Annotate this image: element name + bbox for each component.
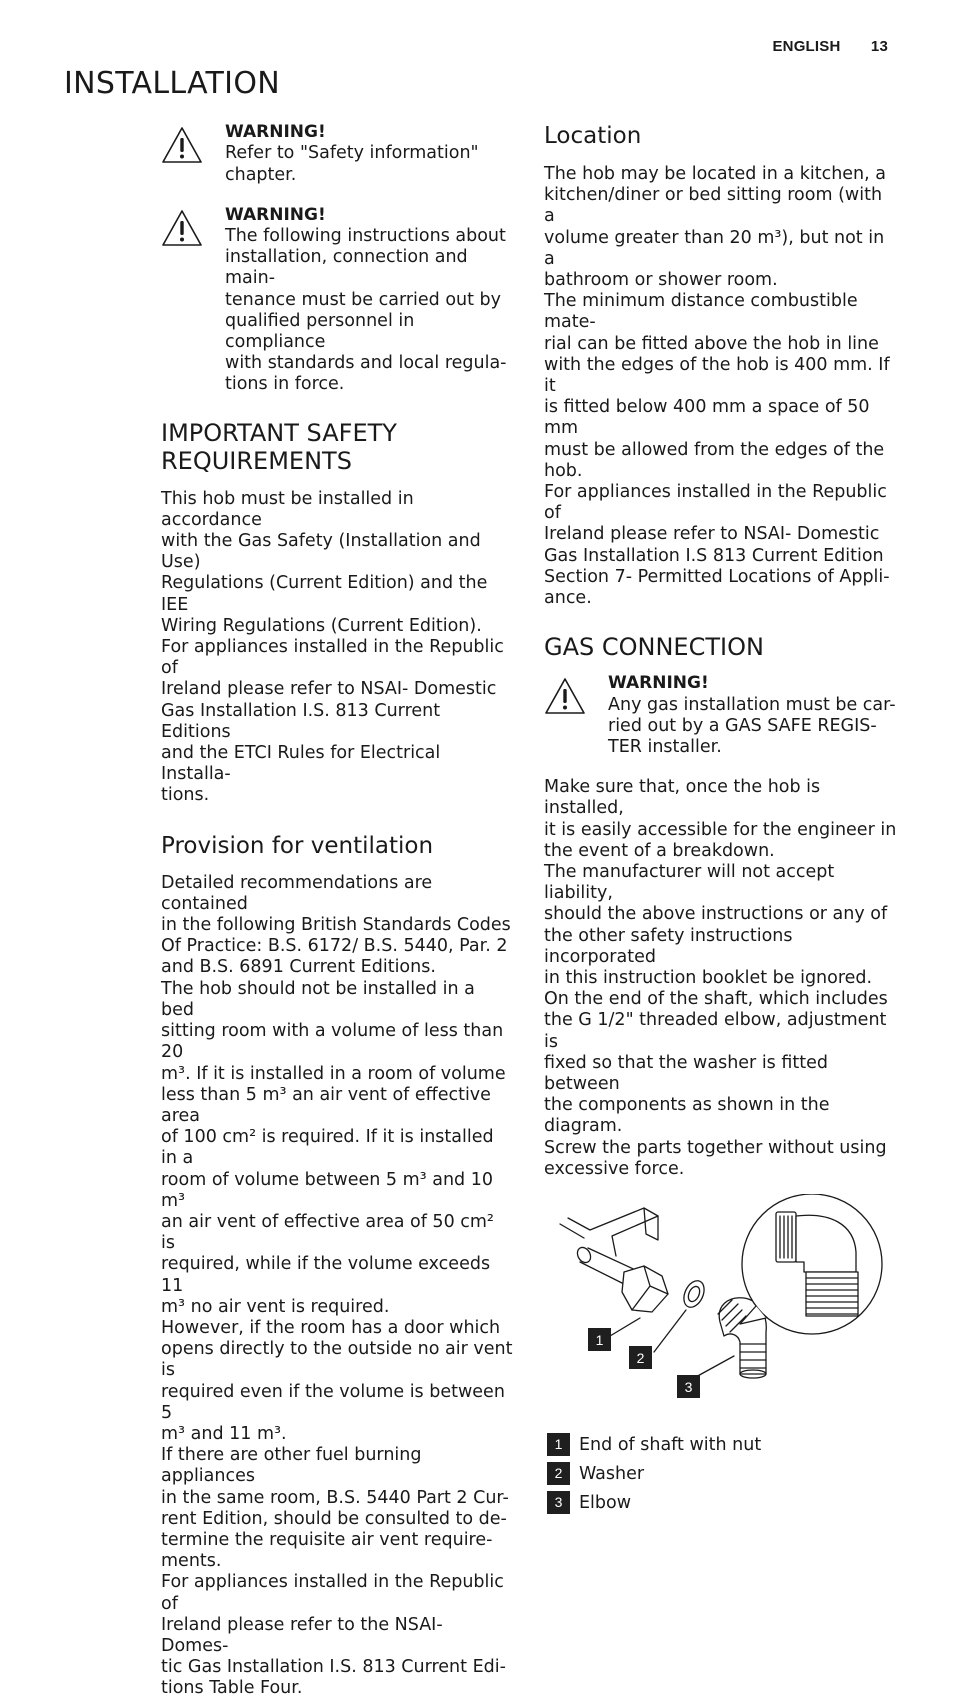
washer (680, 1278, 708, 1311)
warning-title: WARNING! (608, 673, 709, 694)
legend-text: Elbow (579, 1492, 632, 1513)
diagram-legend (547, 1430, 898, 1517)
hob-bracket (560, 1208, 658, 1256)
page-number: 13 (870, 38, 888, 55)
right-column (544, 120, 898, 1517)
safety-text: This hob must be installed in accordance with the Gas Safety (Installation and Use) Regulations (Current Edition) and the IEE Wiring Regulations (Current Edition). For appliances installed in the Republic of Ireland please refer to NSAI- Domestic Gas Installation I.S. 813 Current Editions and the ETCI Rules for Electrical Installa- tions. (161, 488, 504, 806)
page-title: INSTALLATION (64, 66, 280, 101)
gas-connection-diagram (544, 1194, 898, 1416)
warning-text: Refer to "Safety information" chapter. (225, 143, 479, 185)
warning-text: The following instructions about installation, connection and main- tenance must be carried out by qualified personnel in compliance with standards and local regula- tions in force. (225, 226, 507, 395)
legend-item (547, 1488, 898, 1517)
legend-item (547, 1459, 898, 1488)
section-title-safety: IMPORTANT SAFETY REQUIREMENTS (161, 418, 397, 475)
gas-connection-text: Make sure that, once the hob is installed, it is easily accessible for the engineer in the event of a breakdown. The manufacturer will not accept liability, should the above instructions or any of the other safety instructions incorporated in this instruction booklet be ignored. On the end of the shaft, which includes the G 1/2" threaded elbow, adjustment is fixed so that the washer is fitted between the components as shown in the diagram. Screw the parts together without using excessive force. (544, 777, 897, 1179)
legend-item (547, 1430, 898, 1459)
legend-number: 1 (547, 1433, 570, 1456)
legend-number: 2 (547, 1462, 570, 1485)
ventilation-text: Detailed recommendations are contained in the following British Standards Codes Of Practice: B.S. 6172/ B.S. 5440, Par. 2 and B.S. 6891 Current Editions. The hob should not be installed in a bed sitting room with a volume of less than 20 m³. If it is installed in a room of volume less than 5 m³ an air vent of effective area of 100 cm² is required. If it is installed in a room of volume between 5 m³ and 10 m³ an air vent of effective area of 50 cm² is required, while if the volume exceeds 11 m³ no air vent is required. However, if the room has a door which opens directly to the outside no air vent is required even if the volume is between 5 m³ and 11 m³. If there are other fuel burning appliances in the same room, B.S. 5440 Part 2 Cur- rent Edition, should be consulted to de- termine the requisite air vent require- ments. For appliances installed in the Republic of Ireland please refer to the NSAI- Domes- tic Gas Installation I.S. 813 Current Edi- tions Table Four. (161, 872, 513, 1699)
legend-number: 3 (547, 1491, 570, 1514)
warning-text: Any gas installation must be car- ried out by a GAS SAFE REGIS- TER installer. (608, 694, 896, 757)
diagram-label-3: 3 (684, 1379, 693, 1396)
warning-title: WARNING! (225, 122, 326, 142)
warning-icon (544, 677, 586, 715)
warning-title: WARNING! (225, 204, 326, 225)
warning-qualified-personnel (161, 205, 513, 396)
nut (622, 1266, 668, 1312)
section-title-ventilation: Provision for ventilation (161, 832, 434, 859)
page-header (772, 38, 888, 55)
section-title-gas-connection: GAS CONNECTION (544, 633, 764, 662)
diagram-label-1: 1 (595, 1332, 604, 1349)
diagram-label-2: 2 (636, 1350, 645, 1367)
section-title-location: Location (544, 123, 642, 149)
warning-icon (161, 209, 203, 247)
legend-text: Washer (579, 1463, 645, 1484)
left-column (161, 120, 513, 1700)
language-label: ENGLISH (772, 38, 841, 55)
warning-safety-info (161, 122, 513, 186)
warning-gas-safe (544, 673, 898, 758)
legend-text: End of shaft with nut (579, 1434, 762, 1455)
location-text: The hob may be located in a kitchen, a kitchen/diner or bed sitting room (with a volume greater than 20 m³), but not in a bathroom or shower room. The minimum distance combustible mate- rial can be fitted above the hob in line with the edges of the hob is 400 mm. If it is fitted below 400 mm a space of 50 mm must be allowed from the edges of the hob. For appliances installed in the Republic of Ireland please refer to NSAI- Domestic Gas Installation I.S 813 Current Edition Section 7- Permitted Locations of Appli- ance. (544, 164, 890, 609)
warning-icon (161, 126, 203, 164)
